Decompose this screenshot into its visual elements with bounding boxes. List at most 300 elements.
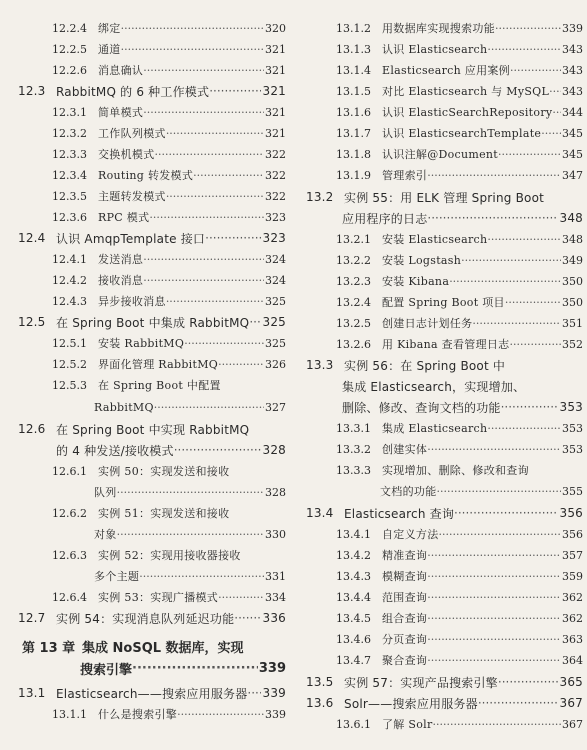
toc-leader-dots [437,485,562,498]
toc-entry-title: 认识 ElasticSearchRepository [382,106,553,119]
toc-page-number: 353 [562,442,583,456]
toc-entry-title: 文档的功能 [380,485,437,498]
toc-page-number: 323 [265,210,286,224]
toc-entry-title: 安装 RabbitMQ [98,337,185,350]
toc-entry-title: Routing 转发模式 [98,169,194,182]
toc-entry [0,123,290,143]
toc-entry-number: 12.5 [18,315,46,329]
toc-entry [0,39,290,59]
toc-entry [302,524,587,544]
toc-entry-number: 13.4 [306,506,334,520]
toc-entry [302,439,587,459]
toc-entry [0,165,290,185]
toc-leader-dots [501,400,559,414]
toc-entry [0,207,290,227]
toc-entry-title: 交换机模式 [98,148,155,161]
toc-entry [0,102,290,122]
toc-page-number: 357 [562,548,583,562]
toc-entry [302,39,587,59]
toc-entry [302,229,587,249]
toc-leader-dots [174,443,262,457]
toc-entry [302,481,587,501]
toc-entry-number: 12.5.3 [52,378,87,392]
toc-entry-number: 12.3.6 [52,210,87,224]
toc-entry-title: 了解 Solr [382,718,433,731]
toc-entry-number: 13.1 [18,686,46,700]
toc-entry-number: 13.4.2 [336,548,371,562]
toc-entry-number: 12.3.2 [52,126,87,140]
toc-entry-title: 模糊查询 [382,570,428,583]
toc-page-number: 328 [262,443,286,457]
toc-entry-title: 对比 Elasticsearch 与 MySQL [382,85,550,98]
toc-leader-dots [505,296,561,309]
toc-entry-number: 12.2.6 [52,63,87,77]
toc-entry [302,144,587,164]
toc-entry [0,503,290,523]
toc-entry-title: 实例 57：实现产品搜索引擎 [344,675,498,690]
toc-entry [302,545,587,565]
toc-entry [0,81,290,101]
toc-entry [0,440,290,460]
toc-page-number: 362 [562,590,583,604]
toc-page-number: 345 [562,126,583,140]
toc-entry-title: 异步接收消息 [98,295,166,308]
toc-leader-dots [427,633,561,646]
toc-leader-dots [184,337,264,350]
toc-entry-title: 聚合查询 [382,654,428,667]
toc-entry [302,60,587,80]
toc-entry-number: 13.3.1 [336,421,371,435]
toc-page-number: 350 [562,295,583,309]
toc-entry-title: 多个主题 [94,570,140,583]
toc-entry-number: 13.6 [306,696,334,710]
toc-page-number: 324 [265,273,286,287]
toc-entry [0,636,290,656]
toc-entry-title: 认识 Elasticsearch [382,43,488,56]
toc-page-number: 321 [265,42,286,56]
toc-entry-title: 实例 52：实现用接收器接收 [98,549,241,562]
toc-leader-dots [427,591,561,604]
toc-page-number: 350 [562,274,583,288]
toc-entry-number: 13.2.6 [336,337,371,351]
toc-page-number: 355 [562,484,583,498]
toc-page-number: 321 [265,63,286,77]
toc-entry [302,650,587,670]
toc-entry-title: 实例 53：实现广播模式 [98,591,219,604]
toc-leader-dots [427,570,561,583]
toc-page-number: 362 [562,611,583,625]
toc-entry-title: 主题转发模式 [98,190,166,203]
toc-entry-title: RabbitMQ [94,400,154,414]
toc-entry-title: 在 Spring Boot 中配置 [98,379,221,392]
toc-entry-title: 范围查询 [382,591,428,604]
toc-leader-dots [495,22,561,35]
toc-page-number: 325 [262,315,286,329]
toc-page-number: 322 [265,168,286,182]
toc-entry [302,503,587,523]
toc-entry-number: 13.4.6 [336,632,371,646]
toc-entry-number: 13.1.4 [336,63,371,77]
toc-page-number: 356 [562,527,583,541]
toc-leader-dots [461,254,561,267]
toc-page-number: 339 [562,21,583,35]
toc-entry [302,81,587,101]
toc-entry-title: 在 Spring Boot 中实现 RabbitMQ [56,422,250,437]
toc-page-number: 356 [559,506,583,520]
toc-entry-title: 通道 [98,43,121,56]
toc-leader-dots [234,611,261,625]
toc-entry-title: Elasticsearch 查询 [344,506,455,521]
toc-entry-number: 12.5.2 [52,357,87,371]
toc-page-number: 348 [559,211,583,225]
toc-page-number: 351 [562,316,583,330]
toc-entry [0,60,290,80]
toc-entry-title: 什么是搜索引擎 [98,708,178,721]
toc-entry [302,187,587,207]
toc-page-number: 334 [265,590,286,604]
toc-page-number: 359 [562,569,583,583]
toc-leader-dots [498,148,561,161]
toc-entry-number: 13.3 [306,358,334,372]
toc-leader-dots [205,231,261,245]
toc-entry [302,397,587,417]
toc-leader-dots [498,675,559,689]
toc-page-number: 364 [562,653,583,667]
toc-leader-dots [541,127,561,140]
toc-entry-number: 12.3.5 [52,189,87,203]
toc-entry [0,545,290,565]
toc-page-number: 325 [265,294,286,308]
toc-entry-number: 12.3.4 [52,168,87,182]
toc-entry-title: 实例 55：用 ELK 管理 Spring Boot [344,190,545,205]
toc-page-number: 345 [562,147,583,161]
toc-entry-title: 的 4 种发送/接收模式 [56,443,174,458]
toc-entry-title: 应用程序的日志 [342,211,428,226]
toc-entry-number: 13.2.3 [336,274,371,288]
toc-page-number: 367 [559,696,583,710]
toc-entry [0,270,290,290]
toc-entry [0,375,290,395]
toc-page-number: 367 [562,717,583,731]
toc-page-number: 352 [562,337,583,351]
toc-entry-title: RabbitMQ 的 6 种工作模式 [56,84,210,99]
toc-page-number: 339 [265,707,286,721]
toc-leader-dots [487,233,561,246]
toc-entry [0,658,290,678]
toc-leader-dots [427,654,561,667]
toc-entry-number: 12.5.1 [52,336,87,350]
toc-leader-dots [154,401,264,414]
toc-entry-title: 实例 51：实现发送和接收 [98,507,230,520]
toc-entry-title: RPC 模式 [98,211,150,224]
toc-leader-dots [166,127,264,140]
toc-entry [302,693,587,713]
toc-leader-dots [166,190,264,203]
toc-entry-title: 用数据库实现搜索功能 [382,22,495,35]
toc-entry [0,482,290,502]
toc-entry-title: Elasticsearch——搜索应用服务器 [56,686,248,701]
toc-entry [0,524,290,544]
toc-leader-dots [433,718,561,731]
toc-entry-number: 12.6.1 [52,464,87,478]
toc-entry [302,292,587,312]
toc-entry [302,714,587,734]
toc-entry [302,418,587,438]
toc-entry-number: 13.2.1 [336,232,371,246]
toc-entry-number: 13.4.3 [336,569,371,583]
toc-page-number: 324 [265,252,286,266]
toc-entry-title: 搜索引擎 [80,662,133,678]
toc-leader-dots [487,43,561,56]
toc-entry [302,608,587,628]
toc-entry [0,249,290,269]
toc-page-number: 349 [562,253,583,267]
toc-page-number: 347 [562,168,583,182]
toc-leader-dots [549,85,561,98]
toc-entry-number: 13.1.3 [336,42,371,56]
toc-entry [302,208,587,228]
toc-entry-number: 13.1.5 [336,84,371,98]
toc-entry-number: 12.6.3 [52,548,87,562]
toc-leader-dots [449,275,561,288]
toc-entry [0,608,290,628]
toc-entry [0,186,290,206]
toc-leader-dots [218,591,264,604]
toc-page-number: 343 [562,84,583,98]
toc-entry-number: 13.4.1 [336,527,371,541]
toc-leader-dots [139,570,264,583]
toc-entry-title: 集成 Elasticsearch [382,422,488,435]
toc-entry [0,461,290,481]
toc-leader-dots [510,64,561,77]
toc-leader-dots [427,211,558,225]
toc-entry-title: 在 Spring Boot 中集成 RabbitMQ [56,315,250,330]
toc-entry-number: 13.2 [306,190,334,204]
toc-page-number: 322 [265,189,286,203]
toc-entry-number: 13.3.2 [336,442,371,456]
toc-page-number: 321 [265,126,286,140]
toc-entry-title: 发送消息 [98,253,144,266]
toc-entry [0,18,290,38]
toc-page-number: 353 [562,421,583,435]
toc-entry-title: 接收消息 [98,274,144,287]
toc-entry [302,566,587,586]
toc-leader-dots [121,43,264,56]
toc-leader-dots [487,422,561,435]
toc-entry-title: 集成 Elasticsearch，实现增加、 [342,379,526,394]
toc-leader-dots [132,661,258,676]
toc-leader-dots [143,253,264,266]
toc-leader-dots [427,443,561,456]
toc-entry-title: 界面化管理 RabbitMQ [98,358,219,371]
toc-entry-title: 分页查询 [382,633,428,646]
toc-entry-title: 创建实体 [382,443,428,456]
toc-leader-dots [427,169,561,182]
toc-page-number: 343 [562,42,583,56]
toc-entry-title: 组合查询 [382,612,428,625]
toc-page-number: 344 [562,105,583,119]
toc-leader-dots [509,338,561,351]
toc-page-number: 330 [265,527,286,541]
toc-entry-title: Solr——搜索应用服务器 [344,696,478,711]
toc-page-number: 339 [262,686,286,700]
toc-entry [302,165,587,185]
toc-page-number: 320 [265,21,286,35]
toc-entry [0,397,290,417]
toc-entry-number: 12.7 [18,611,46,625]
toc-entry [0,312,290,332]
toc-leader-dots [177,708,264,721]
toc-entry-number: 13.2.5 [336,316,371,330]
toc-leader-dots [155,148,265,161]
toc-leader-dots [218,358,264,371]
toc-page-number: 326 [265,357,286,371]
toc-entry-title: 对象 [94,528,117,541]
toc-entry-number: 13.4.7 [336,653,371,667]
toc-entry-number: 12.6 [18,422,46,436]
toc-page-number: 363 [562,632,583,646]
toc-entry-title: 安装 Logstash [382,254,462,267]
toc-entry-title: 删除、修改、查询文档的功能 [342,400,501,415]
toc-entry [0,144,290,164]
toc-entry-title: 实例 50：实现发送和接收 [98,465,230,478]
toc-leader-dots [249,315,261,329]
toc-entry-number: 12.6.4 [52,590,87,604]
toc-page-number: 348 [562,232,583,246]
toc-entry-number: 13.1.8 [336,147,371,161]
toc-entry-number: 13.2.4 [336,295,371,309]
toc-entry-number: 第 13 章 [22,640,76,656]
toc-entry-title: 工作队列模式 [98,127,166,140]
toc-entry-title: 实现增加、删除、修改和查询 [382,464,529,477]
toc-entry [0,354,290,374]
toc-page-number: 321 [265,105,286,119]
toc-entry [302,313,587,333]
toc-page-number: 353 [559,400,583,414]
toc-page-number: 327 [265,400,286,414]
toc-entry [0,587,290,607]
toc-entry [0,683,290,703]
toc-leader-dots [166,295,264,308]
toc-entry [0,419,290,439]
toc-page-number: 323 [262,231,286,245]
toc-entry-number: 12.2.4 [52,21,87,35]
toc-leader-dots [193,169,264,182]
toc-leader-dots [478,696,559,710]
toc-entry-title: 实例 54：实现消息队列延迟功能 [56,611,235,626]
toc-entry-number: 13.1.9 [336,168,371,182]
toc-leader-dots [552,106,561,119]
toc-entry-title: 认识 AmqpTemplate 接口 [56,231,206,246]
toc-leader-dots [121,22,264,35]
toc-leader-dots [454,506,558,520]
toc-leader-dots [117,486,264,499]
toc-entry-title: 配置 Spring Boot 项目 [382,296,505,309]
toc-entry-number: 13.1.2 [336,21,371,35]
toc-entry [302,672,587,692]
toc-entry-title: 集成 NoSQL 数据库，实现 [82,640,244,656]
toc-entry-number: 13.4.5 [336,611,371,625]
toc-entry-title: 自定义方法 [382,528,439,541]
toc-entry [302,587,587,607]
toc-entry [302,123,587,143]
toc-entry-number: 12.3.3 [52,147,87,161]
toc-entry-title: 认识 ElasticsearchTemplate [382,127,542,140]
toc-leader-dots [247,686,261,700]
toc-entry-number: 12.4.3 [52,294,87,308]
toc-page-number: 322 [265,147,286,161]
toc-entry [302,460,587,480]
toc-entry [302,271,587,291]
toc-leader-dots [143,274,264,287]
toc-leader-dots [149,211,264,224]
toc-entry-number: 12.6.2 [52,506,87,520]
toc-entry [0,228,290,248]
toc-entry-title: 精准查询 [382,549,428,562]
toc-entry-number: 13.2.2 [336,253,371,267]
toc-entry-number: 13.5 [306,675,334,689]
toc-page-number: 336 [262,611,286,625]
toc-entry-title: 创建日志计划任务 [382,317,473,330]
toc-entry-title: Elasticsearch 应用案例 [382,64,510,77]
toc-leader-dots [117,528,264,541]
toc-entry [302,102,587,122]
toc-entry-title: 绑定 [98,22,121,35]
toc-entry-number: 13.4.4 [336,590,371,604]
toc-page-number: 343 [562,63,583,77]
toc-entry-title: 队列 [94,486,117,499]
toc-leader-dots [472,317,561,330]
toc-entry [302,629,587,649]
toc-entry [302,334,587,354]
toc-entry [0,291,290,311]
toc-leader-dots [209,84,261,98]
toc-page-number: 339 [258,660,286,676]
toc-entry-number: 13.6.1 [336,717,371,731]
toc-leader-dots [143,106,264,119]
toc-entry-number: 12.3 [18,84,46,98]
toc-entry-number: 12.4.1 [52,252,87,266]
toc-entry-title: 安装 Elasticsearch [382,233,488,246]
toc-page-number: 328 [265,485,286,499]
toc-entry-title: 用 Kibana 查看管理日志 [382,338,510,351]
toc-entry-number: 12.4 [18,231,46,245]
toc-entry-title: 消息确认 [98,64,144,77]
toc-page-number: 321 [262,84,286,98]
toc-entry [302,250,587,270]
toc-entry [0,566,290,586]
toc-leader-dots [427,549,561,562]
toc-entry-title: 管理索引 [382,169,428,182]
toc-page-number: 331 [265,569,286,583]
toc-entry-title: 安装 Kibana [382,275,450,288]
toc-entry-number: 13.1.7 [336,126,371,140]
toc-entry-number: 13.1.6 [336,105,371,119]
toc-page-number: 365 [559,675,583,689]
toc-entry-number: 13.3.3 [336,463,371,477]
toc-entry [0,704,290,724]
toc-leader-dots [427,612,561,625]
toc-entry-number: 13.1.1 [52,707,87,721]
toc-entry-title: 认识注解@Document [382,148,499,161]
toc-entry [0,333,290,353]
toc-leader-dots [143,64,264,77]
toc-entry [302,355,587,375]
toc-entry-title: 实例 56：在 Spring Boot 中 [344,358,506,373]
toc-entry [302,18,587,38]
toc-entry-title: 简单模式 [98,106,144,119]
toc-leader-dots [439,528,562,541]
